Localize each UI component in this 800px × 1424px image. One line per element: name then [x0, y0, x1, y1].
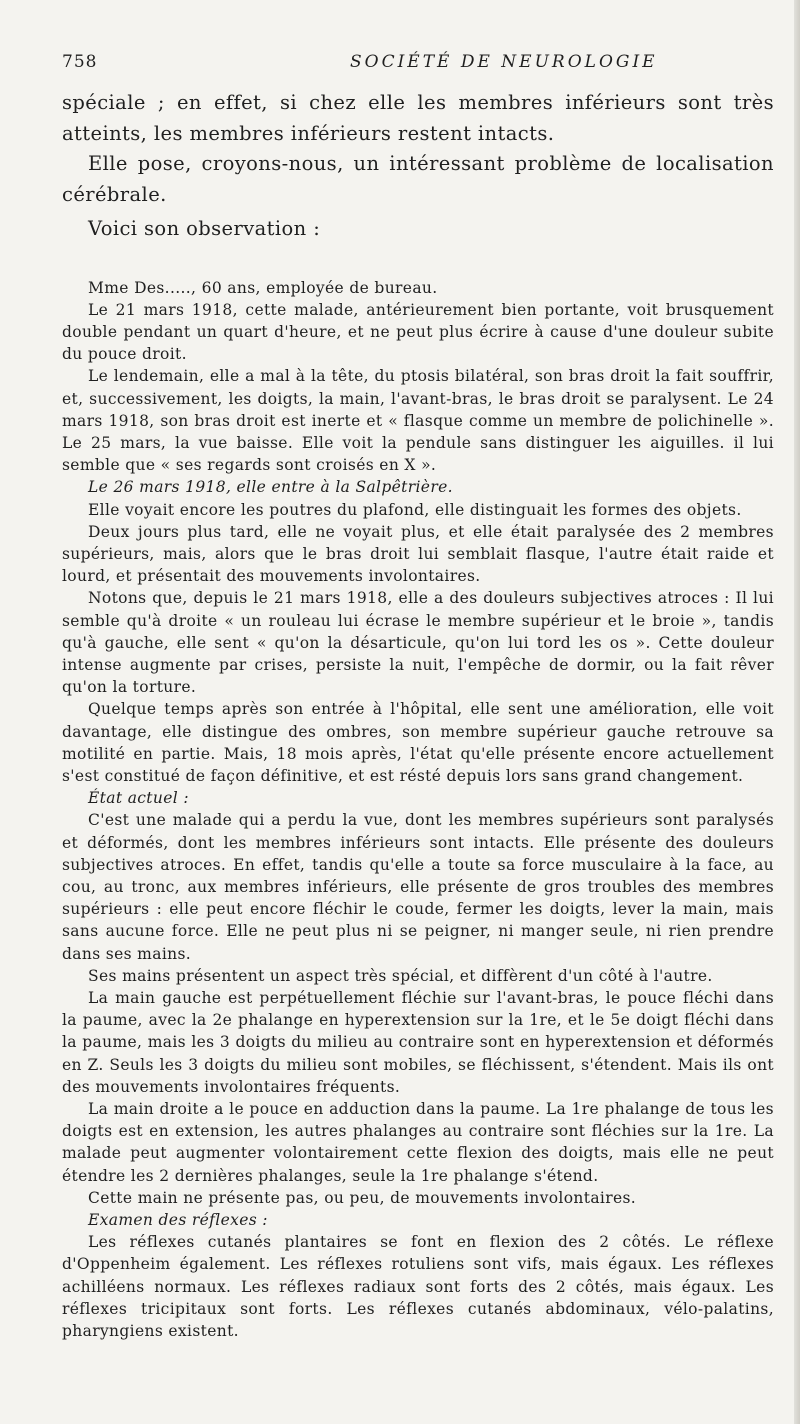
case-subheading: Le 26 mars 1918, elle entre à la Salpêtrière. [88, 478, 453, 497]
case-paragraph: La main gauche est perpétuellement fléchie sur l'avant-bras, le pouce fléchi dans la paume, avec la 2e phalange en hyperextension sur la 1re, et le 5e doigt fléchi dans la paume, mais les 3 doigts du milieu au contraire sont en hyperextension et déformés en Z. Seuls les 3 doigts du milieu sont mobiles, se fléchissent, s'étendent. Mais ils ont des mouvements involontaires fréquents. [62, 989, 774, 1096]
case-paragraph: La main droite a le pouce en adduction dans la paume. La 1re phalange de tous les doigts est en extension, les autres phalanges au contraire sont fléchies sur la 1re. La malade peut augmenter volontairement cette flexion des doigts, mais elle ne peut étendre les 2 dernières phalanges, seule la 1re phalange s'étend. [62, 1100, 774, 1185]
observation-heading: Voici son observation : [88, 217, 321, 240]
case-paragraph: Notons que, depuis le 21 mars 1918, elle a des douleurs subjectives atroces : Il lui semble qu'à droite « un rouleau lui écrase le membre supérieur et le broie », tandis qu'à gauche, elle sent « qu'on la désarticule, qu'on lui tord les os ». Cette douleur intense augmente par crises, persiste la nuit, l'empêche de dormir, ou la fait rêver qu'on la torture. [62, 589, 774, 697]
running-title: SOCIÉTÉ DE NEUROLOGIE [350, 52, 658, 72]
case-paragraph: Cette main ne présente pas, ou peu, de mouvements involontaires. [88, 1188, 637, 1207]
page-body [62, 88, 774, 1342]
case-paragraph: Le lendemain, elle a mal à la tête, du ptosis bilatéral, son bras droit la fait souffrir, et, successivement, les doigts, la main, l'avant-bras, le bras droit se paralysent. Le 24 mars 1918, son bras droit est inerte et « flasque comme un membre de polichinelle ». Le 25 mars, la vue baisse. Elle voit la pendule sans distinguer les aiguilles. il lui semble que « ses regards sont croisés en X ». [62, 367, 774, 475]
case-paragraph: Elle voyait encore les poutres du plafond, elle distinguait les formes des objets. [88, 500, 742, 519]
section-heading-etat-actuel: État actuel : [88, 789, 189, 808]
case-paragraph: C'est une malade qui a perdu la vue, dont les membres supérieurs sont paralysés et déformés, dont les membres inférieurs sont intacts. Elle présente des douleurs subjectives atroces. En effet, tandis qu'elle a toute sa force musculaire à la face, au cou, au tronc, aux membres inférieurs, elle présente de gros troubles des membres supérieurs : elle peut encore fléchir le coude, fermer les doigts, lever la main, mais sans aucune force. Elle ne peut plus ni se peigner, ni manger seule, ni rien prendre dans ses mains. [62, 811, 774, 963]
intro-paragraph: spéciale ; en effet, si chez elle les membres inférieurs sont très atteints, les membres inférieurs restent intacts. [62, 91, 774, 145]
case-paragraph: Mme Des....., 60 ans, employée de bureau. [88, 278, 438, 297]
case-paragraph: Le 21 mars 1918, cette malade, antérieurement bien portante, voit brusquement double pendant un quart d'heure, et ne peut plus écrire à cause d'une douleur subite du pouce droit. [62, 300, 774, 364]
case-paragraph: Deux jours plus tard, elle ne voyait plus, et elle était paralysée des 2 membres supérieurs, mais, alors que le bras droit lui semblait flasque, l'autre était raide et lourd, et présentait des mouvements involontaires. [62, 522, 774, 586]
page-edge [794, 0, 800, 1424]
intro-section [62, 88, 774, 245]
intro-paragraph: Elle pose, croyons-nous, un intéressant problème de localisation cérébrale. [62, 152, 774, 206]
case-paragraph: Quelque temps après son entrée à l'hôpital, elle sent une amélioration, elle voit davantage, elle distingue des ombres, son membre supérieur gauche retrouve sa motilité en partie. Mais, 18 mois après, l'état qu'elle présente encore actuellement s'est constitué de façon définitive, et est résté depuis lors sans grand changement. [62, 700, 774, 785]
section-heading-reflexes: Examen des réflexes : [88, 1211, 268, 1230]
case-report [62, 277, 774, 1343]
page-number: 758 [62, 52, 98, 72]
case-paragraph: Les réflexes cutanés plantaires se font en flexion des 2 côtés. Le réflexe d'Oppenheim également. Les réflexes rotuliens sont vifs, mais égaux. Les réflexes achilléens normaux. Les réflexes radiaux sont forts des 2 côtés, mais égaux. Les réflexes tricipitaux sont forts. Les réflexes cutanés abdominaux, vélo-palatins, pharyngiens existent. [62, 1233, 774, 1341]
case-paragraph: Ses mains présentent un aspect très spécial, et diffèrent d'un côté à l'autre. [88, 966, 713, 985]
page-header [62, 52, 762, 78]
